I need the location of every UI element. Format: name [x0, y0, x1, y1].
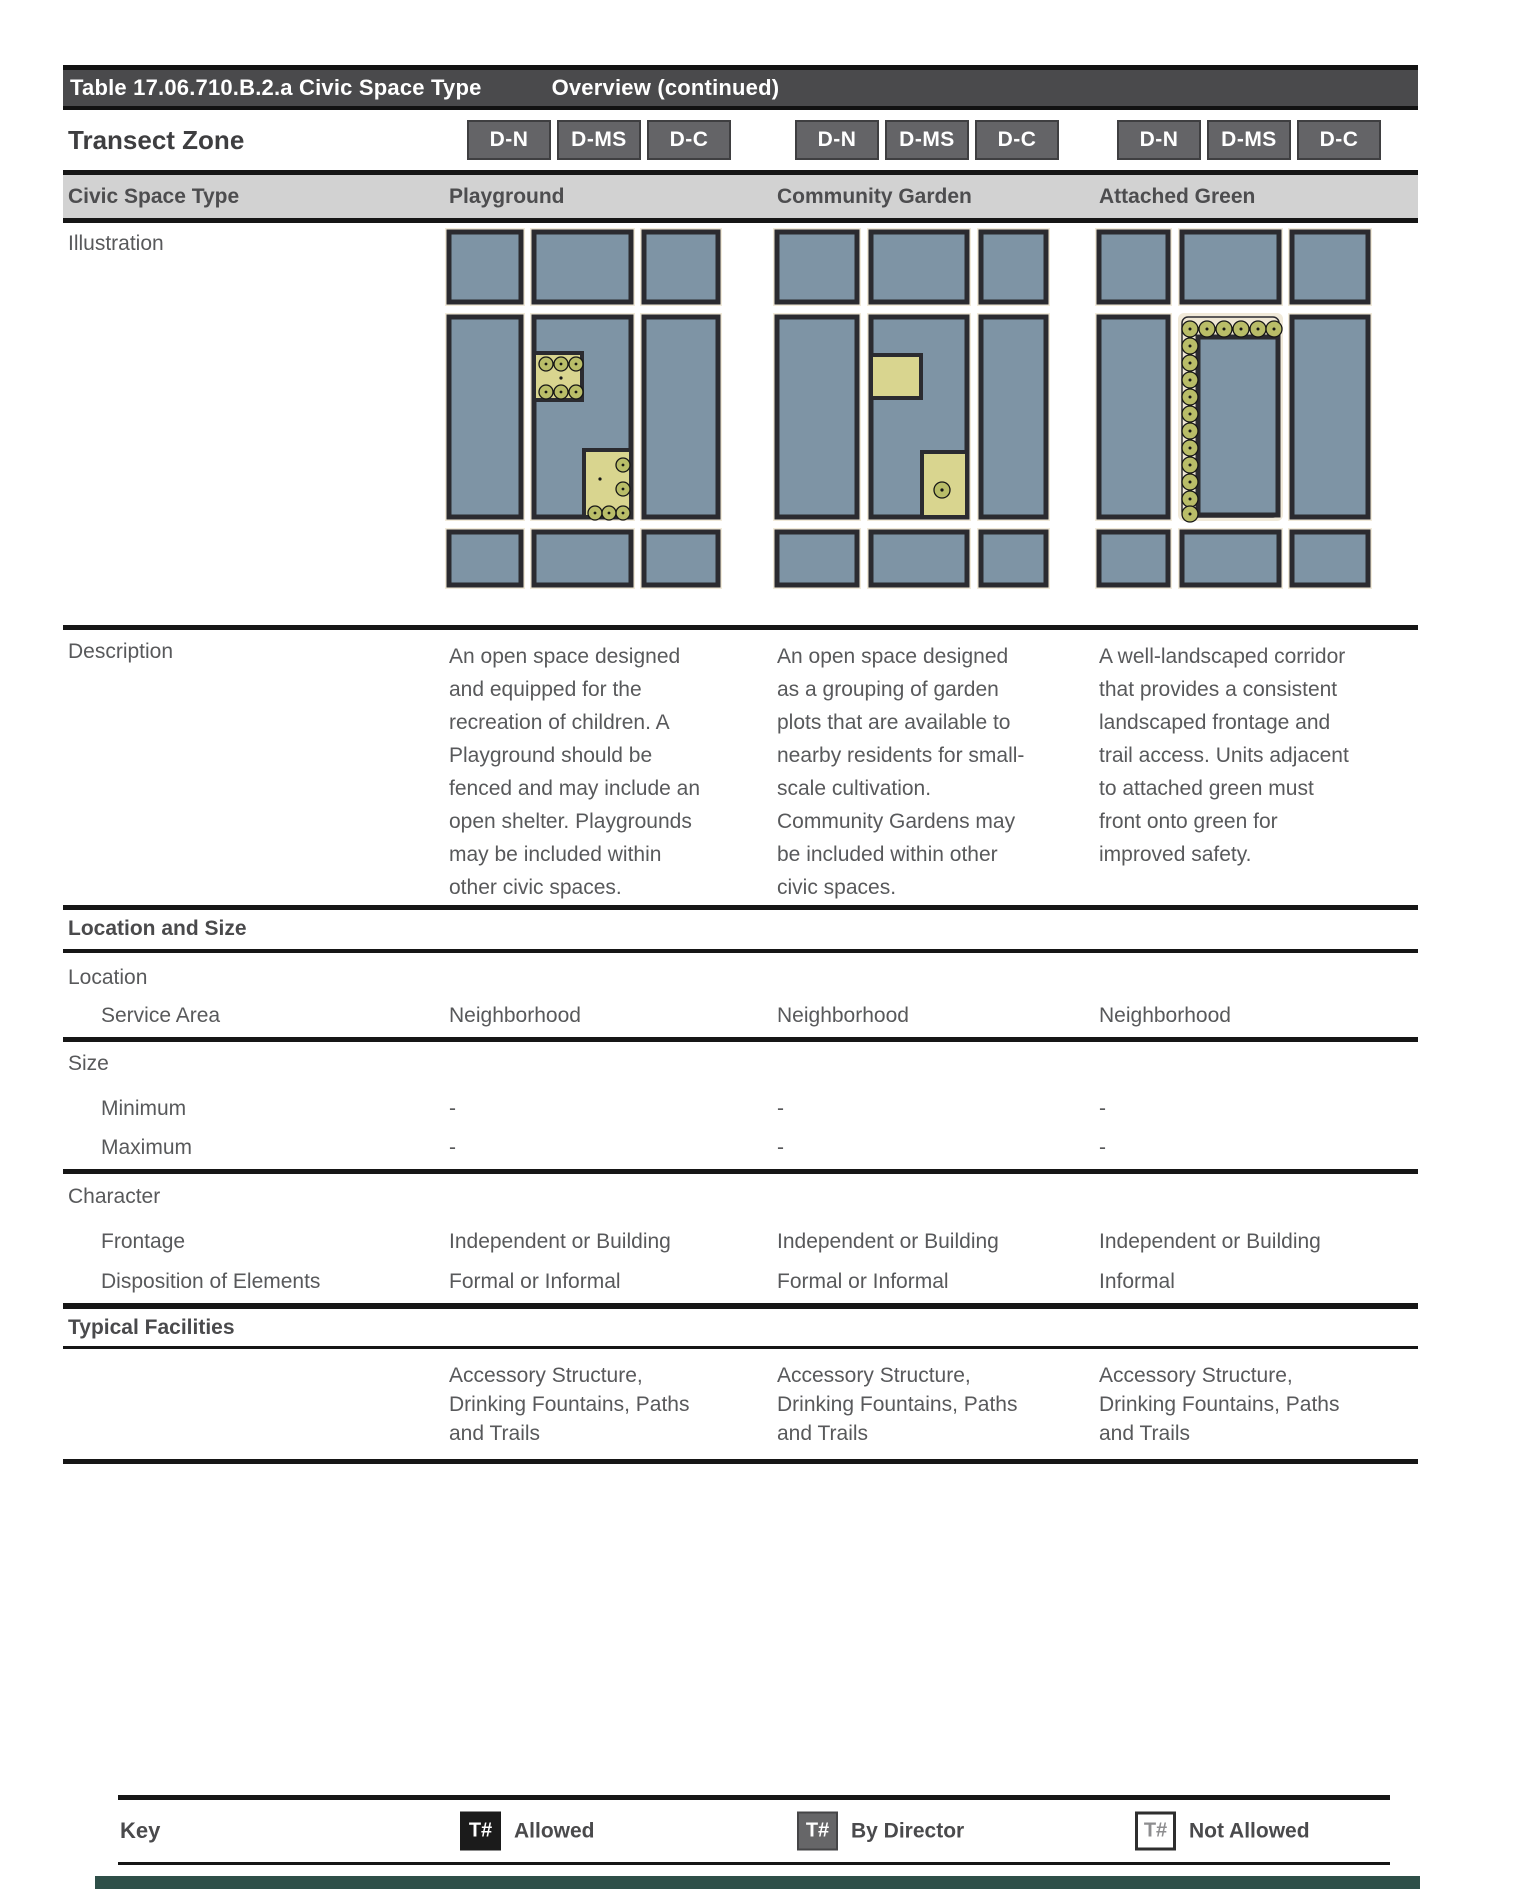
community-garden-illustration-cell	[777, 232, 1099, 625]
minimum-attached-green: -	[1099, 1097, 1106, 1120]
size-row	[63, 1042, 1418, 1085]
service-area-attached-green: Neighborhood	[1099, 1004, 1231, 1027]
zone-badge-dn: D-N	[1117, 120, 1201, 160]
transect-badges-community-garden	[777, 120, 1099, 160]
minimum-playground: -	[449, 1097, 456, 1120]
zone-badge-dms: D-MS	[885, 120, 969, 160]
location-row	[63, 953, 1418, 1000]
character-label: Character	[68, 1185, 161, 1208]
zone-badge-dms: D-MS	[557, 120, 641, 160]
maximum-playground: -	[449, 1136, 456, 1159]
by-director-badge: T#	[797, 1812, 838, 1851]
transect-badges-attached-green	[1099, 120, 1418, 160]
zone-badge-dms: D-MS	[1207, 120, 1291, 160]
key-item-not-allowed	[1135, 1812, 1310, 1851]
civic-space-type-label: Civic Space Type	[68, 184, 240, 208]
key-item-allowed	[460, 1812, 595, 1851]
table-title-bar	[63, 65, 1418, 110]
section-typical-facilities: Typical Facilities	[68, 1316, 235, 1339]
playground-illustration-cell	[449, 232, 777, 625]
facilities-playground: Accessory Structure, Drinking Fountains, Paths and Trails	[449, 1364, 690, 1445]
key-label: Key	[120, 1818, 161, 1843]
zone-badge-dn: D-N	[795, 120, 879, 160]
character-row	[63, 1174, 1418, 1218]
disposition-playground: Formal or Informal	[449, 1270, 621, 1293]
minimum-row	[63, 1085, 1418, 1130]
frontage-community-garden: Independent or Building	[777, 1230, 999, 1253]
minimum-community-garden: -	[777, 1097, 784, 1120]
allowed-badge: T#	[460, 1812, 501, 1851]
service-area-playground: Neighborhood	[449, 1004, 581, 1027]
divider	[63, 1459, 1418, 1464]
transect-zone-label: Transect Zone	[68, 124, 245, 155]
facilities-attached-green: Accessory Structure, Drinking Fountains, Paths and Trails	[1099, 1364, 1340, 1445]
frontage-playground: Independent or Building	[449, 1230, 671, 1253]
transect-badges-playground	[449, 120, 777, 160]
size-label: Size	[68, 1052, 109, 1075]
disposition-label: Disposition of Elements	[101, 1270, 321, 1293]
disposition-community-garden: Formal or Informal	[777, 1270, 949, 1293]
attached-green-illustration-cell	[1099, 232, 1418, 625]
service-area-row	[63, 1000, 1418, 1037]
playground-illustration	[449, 232, 719, 585]
civic-space-type-header-row	[63, 175, 1418, 218]
maximum-label: Maximum	[101, 1136, 193, 1159]
column-header-playground: Playground	[449, 184, 565, 208]
frontage-label: Frontage	[101, 1230, 186, 1253]
minimum-label: Minimum	[101, 1097, 187, 1120]
service-area-community-garden: Neighborhood	[777, 1004, 909, 1027]
zone-badge-dc: D-C	[975, 120, 1059, 160]
illustration-row	[63, 223, 1418, 625]
description-community-garden: An open space designed as a grouping of garden plots that are available to nearby residents for small-scale cultivation. Community Gardens may be included within other civic spaces.	[777, 645, 1025, 899]
description-attached-green: A well-landscaped corridor that provides a consistent landscaped frontage and trail access. Units adjacent to attached green must front onto green for improved safety.	[1099, 645, 1349, 866]
section-location-and-size: Location and Size	[68, 917, 247, 940]
zone-badge-dc: D-C	[1297, 120, 1381, 160]
description-row	[63, 630, 1418, 905]
table-subtitle: Overview (continued)	[551, 75, 780, 100]
key-legend	[118, 1795, 1390, 1865]
transect-zone-row	[63, 110, 1418, 170]
not-allowed-label: Not Allowed	[1189, 1819, 1310, 1842]
not-allowed-badge: T#	[1135, 1812, 1176, 1851]
facilities-label	[63, 1361, 449, 1459]
community-garden-illustration	[777, 232, 1047, 585]
service-area-label: Service Area	[101, 1004, 221, 1027]
description-label: Description	[68, 640, 174, 663]
maximum-community-garden: -	[777, 1136, 784, 1159]
civic-space-table	[63, 65, 1418, 1464]
illustration-label: Illustration	[68, 232, 164, 255]
table-title: Table 17.06.710.B.2.a Civic Space Type	[70, 75, 482, 100]
key-item-by-director	[797, 1812, 964, 1851]
zone-badge-dn: D-N	[467, 120, 551, 160]
maximum-attached-green: -	[1099, 1136, 1106, 1159]
disposition-row	[63, 1262, 1418, 1303]
column-header-attached-green: Attached Green	[1099, 184, 1256, 208]
location-label: Location	[68, 966, 148, 989]
page-footer-bar	[95, 1876, 1420, 1889]
facilities-row	[63, 1349, 1418, 1459]
facilities-community-garden: Accessory Structure, Drinking Fountains, Paths and Trails	[777, 1364, 1018, 1445]
allowed-label: Allowed	[514, 1819, 595, 1842]
zone-badge-dc: D-C	[647, 120, 731, 160]
attached-green-illustration	[1099, 232, 1369, 585]
frontage-row	[63, 1218, 1418, 1262]
column-header-community-garden: Community Garden	[777, 184, 972, 208]
by-director-label: By Director	[851, 1819, 965, 1842]
disposition-attached-green: Informal	[1099, 1270, 1175, 1293]
maximum-row	[63, 1130, 1418, 1169]
description-playground: An open space designed and equipped for the recreation of children. A Playground should be fenced and may include an open shelter. Playgrounds may be included within other civic spaces.	[449, 645, 701, 899]
frontage-attached-green: Independent or Building	[1099, 1230, 1321, 1253]
